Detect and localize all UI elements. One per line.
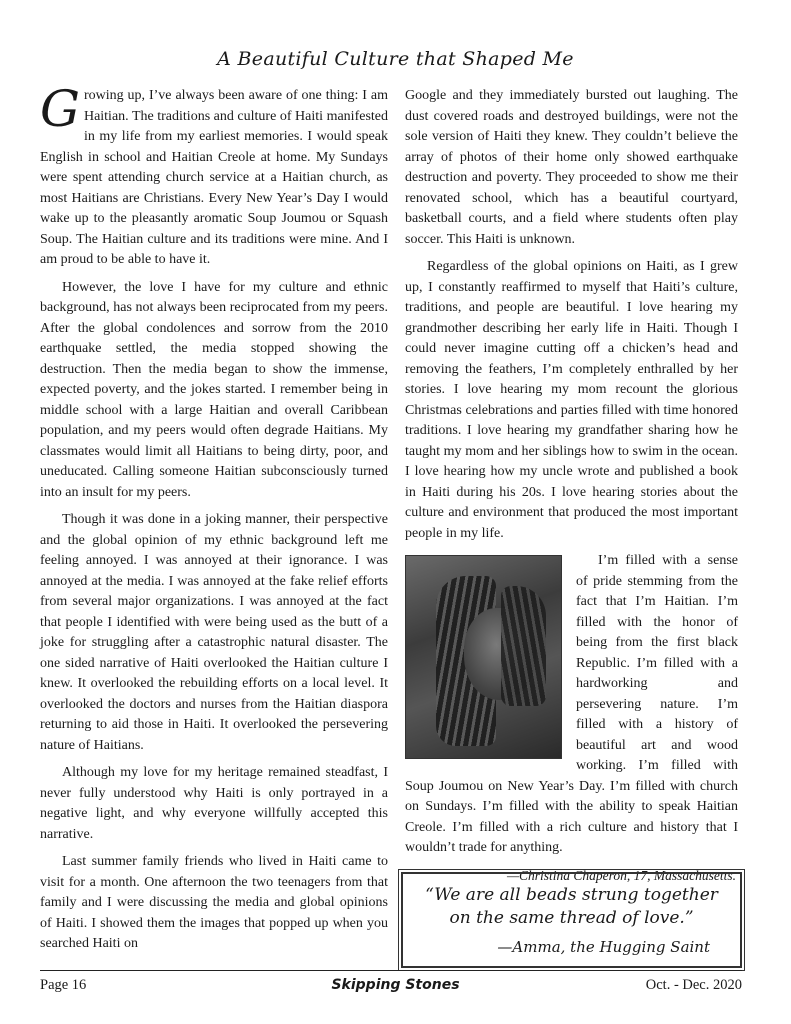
- magazine-name: Skipping Stones: [331, 977, 460, 993]
- paragraph-4: Although my love for my heritage remained steadfast, I never fully understood why Haiti is only portrayed in a negative light, and why everyone willfully accepted this narrative.: [40, 765, 388, 842]
- author-photo: [405, 555, 562, 759]
- paragraph-3: Though it was done in a joking manner, their perspective and the global opinion of my ethnic background left me feeling annoyed. I was annoyed at their ignorance. I was annoyed at the media. I was annoyed at the fake relief efforts from several major organizations. I was annoyed at the fact that people I identified with were being used as the butt of a joke for struggling after a catastrophic natural disaster. The one sided narrative of Haiti overlooked the Haitian culture I knew. It overlooked the rebuilding efforts on a local level. It overlooked the doctors and nurses from the Haitian diaspora returning to aid those in Haiti. It overlooked the persevering nature of Haitians.: [40, 512, 388, 753]
- paragraph-1: [40, 80, 388, 271]
- drop-cap: G: [40, 80, 80, 138]
- paragraph-6: Google and they immediately bursted out laughing. The dust covered roads and destroyed buildings, were not the sole version of Haiti they knew. They couldn’t believe the array of photos of their home only showed earthquake destruction and poverty. They proceeded to show me their renovated school, which has a beautiful courtyard, basketball courts, and a field where students often play soccer. This Haiti is unknown.: [405, 88, 738, 247]
- right-column: [405, 86, 738, 886]
- quote-line-2: on the same thread of love.”: [449, 908, 694, 928]
- pull-quote-text: [403, 884, 740, 930]
- footer-divider: [40, 970, 742, 971]
- paragraph-7: Regardless of the global opinions on Haiti, as I grew up, I constantly reaffirmed to myself that Haiti’s culture, traditions, and people are beautiful. I love hearing my grandmother describing her early life in Haiti. Though I could never imagine cutting off a chicken’s head and removing the feathers, I’m completely enthralled by her stories. I love hearing my mom recount the glorious Christmas celebrations and parties filled with time honored traditions. I love hearing my grandfather sharing how he taught my mom and her siblings how to swim in the ocean. I love hearing how my uncle wrote and published a book in Haiti during his 20s. I love hearing stories about the culture and environment that produced the most important people in my life.: [405, 259, 738, 541]
- article-title: A Beautiful Culture that Shaped Me: [217, 48, 574, 70]
- page-number: Page 16: [40, 977, 87, 993]
- paragraph-1-text: rowing up, I’ve always been aware of one thing: I am Haitian. The traditions and culture of Haiti manifested in my life from my earliest memories. I would speak English in school and Haitian Creole at home. My Sundays were spent attending church service at a Haitian church, as most Haitians are Christians. Every New Year’s Day I would wake up to the pleasantly aromatic Soup Joumou or Squash Soup. The Haitian culture and its traditions were mine. And I am proud to be able to have it.: [40, 88, 388, 267]
- issue-date: Oct. - Dec. 2020: [645, 977, 742, 993]
- paragraph-8: I’m filled with a sense of pride stemming from the fact that I’m Haitian. I’m filled with the honor of being from the first black Republic. I’m filled with a hardworking and persevering nature. I’m filled with a history of beautiful art and wood working. I’m filled with Soup Joumou on New Year’s Day. I’m filled with church on Sundays. I’m filled with the ability to speak Haitian Creole. I’m filled with a rich culture and history that I wouldn’t trade for anything.: [405, 553, 738, 855]
- left-column: [40, 80, 388, 962]
- quote-attribution: —Amma, the Hugging Saint: [497, 938, 710, 956]
- author-byline: —Christina Chaperon, 17, Massachusetts.: [506, 867, 736, 883]
- paragraph-5: Last summer family friends who lived in Haiti came to visit for a month. One afternoon the two teenagers from that family and I were discussing the media and global opinions of Haiti. I showed them the images that popped up when you searched Haiti on: [40, 854, 388, 951]
- pull-quote-box: [401, 872, 742, 968]
- paragraph-2: However, the love I have for my culture and ethnic background, has not always been reciprocated from my peers. After the global condolences and sorrow from the 2010 earthquake settled, the media stopped showing the destruction. Then the media began to show the immense, expected poverty, and the jokes started. I remember being in middle school with a large Haitian and overall Caribbean population, and my peers would often degrade Haitians. My classmates would limit all Haitians to being dirty, poor, and uneducated. Calling someone Haitian subconsciously turned into an insult for my peers.: [40, 279, 388, 500]
- quote-line-1: “We are all beads strung together: [425, 885, 718, 905]
